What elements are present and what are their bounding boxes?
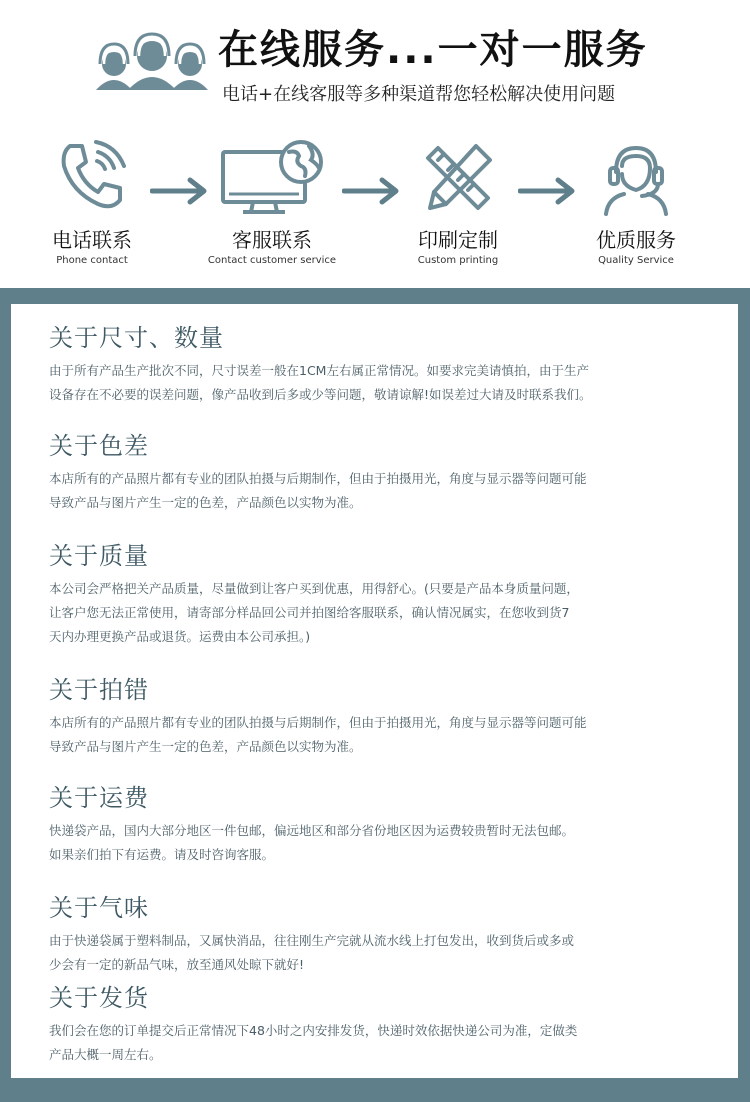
section-color-difference: [49, 426, 659, 515]
text-line: 少会有一定的新品气味，放至通风处晾下就好!: [49, 957, 305, 972]
service-steps: [0, 138, 750, 268]
text-line: 快递袋产品，国内大部分地区一件包邮，偏远地区和部分省份地区因为运费较贵暂时无法包邮。: [49, 823, 575, 838]
section-delivery: [49, 978, 659, 1067]
text-line: 本店所有的产品照片都有专业的团队拍摄与后期制作，但由于拍摄用光，角度与显示器等问题可能: [49, 471, 587, 486]
pencil-ruler-icon: [418, 138, 498, 218]
step-label: 客服联系: [232, 228, 312, 252]
section-title: 关于运费: [49, 784, 149, 812]
step-label: 电话联系: [52, 228, 132, 252]
text-line: 让客户您无法正常使用，请寄部分样品回公司并拍图给客服联系，确认情况属实，在您收到货7: [49, 605, 570, 620]
step-label-en: Phone contact: [56, 255, 128, 266]
info-panel-body: [11, 304, 738, 1078]
text-line: 本公司会严格把关产品质量，尽量做到让客户买到优惠，用得舒心。(只要是产品本身质量问题，: [49, 581, 579, 596]
section-title: 关于发货: [49, 984, 149, 1012]
section-text: [49, 467, 659, 515]
text-line: 如果亲们拍下有运费。请及时咨询客服。: [49, 847, 275, 862]
text-line: 设备存在不必要的误差问题，像产品收到后多或少等问题，敬请谅解!如误差过大请及时联系我们。: [49, 387, 592, 402]
section-text: [49, 359, 659, 407]
page-title: 在线服务...一对一服务: [218, 27, 648, 73]
customer-service-agents-icon: [92, 30, 212, 90]
text-line: 导致产品与图片产生一定的色差，产品颜色以实物为准。: [49, 495, 362, 510]
page-subtitle: 电话+在线客服等多种渠道帮您轻松解决使用问题: [222, 84, 616, 105]
step-label: 印刷定制: [418, 228, 498, 252]
step-customer-service: [192, 138, 352, 266]
text-line: 天内办理更换产品或退货。运费由本公司承担。): [49, 629, 311, 644]
phone-icon: [52, 138, 132, 218]
section-text: [49, 929, 659, 977]
section-text: [49, 1019, 659, 1067]
text-line: 导致产品与图片产生一定的色差，产品颜色以实物为准。: [49, 739, 362, 754]
text-line: 本店所有的产品照片都有专业的团队拍摄与后期制作，但由于拍摄用光，角度与显示器等问题可能: [49, 715, 587, 730]
section-title: 关于气味: [49, 894, 149, 922]
section-size-quantity: [49, 318, 659, 407]
section-quality: [49, 536, 659, 649]
section-shipping-fee: [49, 778, 659, 867]
text-line: 我们会在您的订单提交后正常情况下48小时之内安排发货，快递时效依据快递公司为准，定做类: [49, 1023, 578, 1038]
section-wrong-order: [49, 670, 659, 759]
step-label-en: Quality Service: [598, 255, 674, 266]
section-text: [49, 577, 659, 649]
monitor-globe-icon: [217, 138, 327, 218]
section-odor: [49, 888, 659, 977]
step-label-en: Contact customer service: [207, 255, 337, 266]
section-text: [49, 711, 659, 759]
text-line: 产品大概一周左右。: [49, 1047, 162, 1062]
section-title: 关于色差: [49, 432, 149, 460]
text-line: 由于所有产品生产批次不同，尺寸误差一般在1CM左右属正常情况。如要求完美请慎拍，由于生产: [49, 363, 589, 378]
header: [0, 0, 750, 110]
section-text: [49, 819, 659, 867]
headset-agent-icon: [596, 138, 676, 218]
info-panel: [0, 288, 750, 1102]
step-label: 优质服务: [596, 228, 676, 252]
section-title: 关于尺寸、数量: [49, 324, 224, 352]
step-phone-contact: [12, 138, 172, 266]
section-title: 关于质量: [49, 542, 149, 570]
section-title: 关于拍错: [49, 676, 149, 704]
text-line: 由于快递袋属于塑料制品，又属快消品，往往刚生产完就从流水线上打包发出，收到货后或多或: [49, 933, 575, 948]
step-quality-service: [556, 138, 716, 266]
step-label-en: Custom printing: [417, 255, 499, 266]
step-custom-printing: [378, 138, 538, 266]
